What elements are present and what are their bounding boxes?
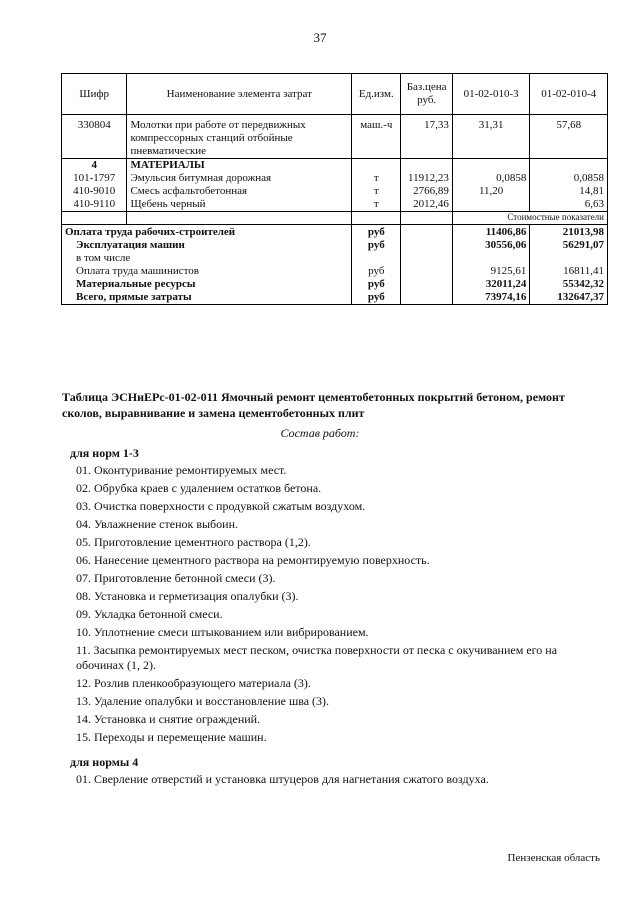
summary-header: Стоимостные показатели xyxy=(452,212,607,225)
table-row xyxy=(62,185,608,198)
summary-norm-3: 73974,16 xyxy=(452,291,530,305)
cell-base-price: 11912,23 xyxy=(401,172,452,185)
header-name: Наименование элемента затрат xyxy=(127,74,352,115)
summary-label: в том числе xyxy=(62,252,352,265)
summary-unit: руб xyxy=(352,278,401,291)
cost-elements-table xyxy=(61,73,608,305)
summary-unit: руб xyxy=(352,291,401,305)
list-item: 04. Увлажнение стенок выбоин. xyxy=(76,517,238,531)
list-item: 05. Приготовление цементного раствора (1,2). xyxy=(76,535,311,549)
cell-unit: маш.-ч xyxy=(352,115,401,159)
table-row xyxy=(62,172,608,185)
work-list-norms-1-3 xyxy=(70,463,600,748)
cell-code: 410-9110 xyxy=(62,198,127,212)
summary-norm-3: 30556,06 xyxy=(452,239,530,252)
section-title: МАТЕРИАЛЫ xyxy=(127,159,352,173)
summary-unit: руб xyxy=(352,265,401,278)
summary-label: Оплата труда машинистов xyxy=(62,265,352,278)
cell-base-price: 2012,46 xyxy=(401,198,452,212)
summary-label: Всего, прямые затраты xyxy=(62,291,352,305)
work-list-norm-4 xyxy=(70,772,600,790)
header-code: Шифр xyxy=(62,74,127,115)
list-item: 02. Обрубка краев с удалением остатков бетона. xyxy=(76,481,322,495)
summary-norm-3: 11406,86 xyxy=(452,225,530,240)
cell-unit: т xyxy=(352,185,401,198)
summary-row xyxy=(62,291,608,305)
cell-unit: т xyxy=(352,198,401,212)
cell-name: Смесь асфальтобетонная xyxy=(127,185,352,198)
summary-row xyxy=(62,225,608,240)
summary-norm-3: 9125,61 xyxy=(452,265,530,278)
header-base-price: Баз.цена руб. xyxy=(401,74,452,115)
summary-label: Оплата труда рабочих-строителей xyxy=(62,225,352,240)
summary-row xyxy=(62,252,608,265)
list-item: 09. Укладка бетонной смеси. xyxy=(76,607,223,621)
summary-label: Эксплуатация машин xyxy=(62,239,352,252)
cell-base-price: 17,33 xyxy=(401,115,452,159)
cell-unit: т xyxy=(352,172,401,185)
list-item: 12. Розлив пленкообразующего материала (3). xyxy=(76,676,311,690)
cell-name: Щебень черный xyxy=(127,198,352,212)
list-item: 14. Установка и снятие ограждений. xyxy=(76,712,261,726)
list-item: 03. Очистка поверхности с продувкой сжатым воздухом. xyxy=(76,499,366,513)
list-item: 06. Нанесение цементного раствора на ремонтируемую поверхность. xyxy=(76,553,430,567)
summary-row xyxy=(62,278,608,291)
cell-name: Эмульсия битумная дорожная xyxy=(127,172,352,185)
cell-norm-3: 31,31 xyxy=(452,115,530,159)
section-code: 4 xyxy=(62,159,127,173)
summary-norm-4: 55342,32 xyxy=(530,278,608,291)
cell-norm-3: 0,0858 xyxy=(452,172,530,185)
summary-norm-4: 56291,07 xyxy=(530,239,608,252)
summary-norm-3: 32011,24 xyxy=(452,278,530,291)
summary-unit: руб xyxy=(352,239,401,252)
cell-norm-3 xyxy=(452,198,530,212)
header-norm-4: 01-02-010-4 xyxy=(530,74,608,115)
summary-norm-4: 132647,37 xyxy=(530,291,608,305)
cell-norm-4: 14,81 xyxy=(530,185,608,198)
list-item: 01. Сверление отверстий и установка штуцеров для нагнетания сжатого воздуха. xyxy=(76,772,489,786)
composition-title: Состав работ: xyxy=(280,426,360,440)
header-unit: Ед.изм. xyxy=(352,74,401,115)
list-item: 01. Оконтуривание ремонтируемых мест. xyxy=(76,463,287,477)
table-row xyxy=(62,198,608,212)
header-norm-3: 01-02-010-3 xyxy=(452,74,530,115)
summary-header-row xyxy=(62,212,608,225)
table-header-row xyxy=(62,74,608,115)
page-number: 37 xyxy=(313,30,327,45)
cell-code: 101-1797 xyxy=(62,172,127,185)
cell-norm-3: 11,20 xyxy=(452,185,530,198)
section-heading: для норм 1-3 xyxy=(70,446,139,460)
cell-norm-4: 0,0858 xyxy=(530,172,608,185)
cell-code: 410-9010 xyxy=(62,185,127,198)
list-item: 07. Приготовление бетонной смеси (3). xyxy=(76,571,276,585)
cell-norm-4: 57,68 xyxy=(530,115,608,159)
list-item: 13. Удаление опалубки и восстановление шва (3). xyxy=(76,694,330,708)
table-row xyxy=(62,115,608,159)
cell-name: Молотки при работе от передвижных компрессорных станций отбойные пневматические xyxy=(127,115,352,159)
cell-base-price: 2766,89 xyxy=(401,185,452,198)
list-item: 15. Переходы и перемещение машин. xyxy=(76,730,267,744)
summary-norm-4: 21013,98 xyxy=(530,225,608,240)
table-caption: Таблица ЭСНиЕРс-01-02-011 Ямочный ремонт цементобетонных покрытий бетоном, ремонт сколов, выравнивание и замена цементобетонных плит xyxy=(62,390,565,420)
section-heading: для нормы 4 xyxy=(70,755,139,769)
list-item: 10. Уплотнение смеси штыкованием или вибрированием. xyxy=(76,625,369,639)
cell-code: 330804 xyxy=(62,115,127,159)
summary-unit: руб xyxy=(352,225,401,240)
list-item: 08. Установка и герметизация опалубки (3). xyxy=(76,589,299,603)
summary-label: Материальные ресурсы xyxy=(62,278,352,291)
summary-row xyxy=(62,239,608,252)
summary-norm-4: 16811,41 xyxy=(530,265,608,278)
list-item: 11. Засыпка ремонтируемых мест песком, очистка поверхности от песка с окучиванием его на обочинах (1, 2). xyxy=(76,643,558,672)
footer-region: Пензенская область xyxy=(507,852,600,864)
materials-section-row xyxy=(62,159,608,173)
cell-norm-4: 6,63 xyxy=(530,198,608,212)
summary-row xyxy=(62,265,608,278)
